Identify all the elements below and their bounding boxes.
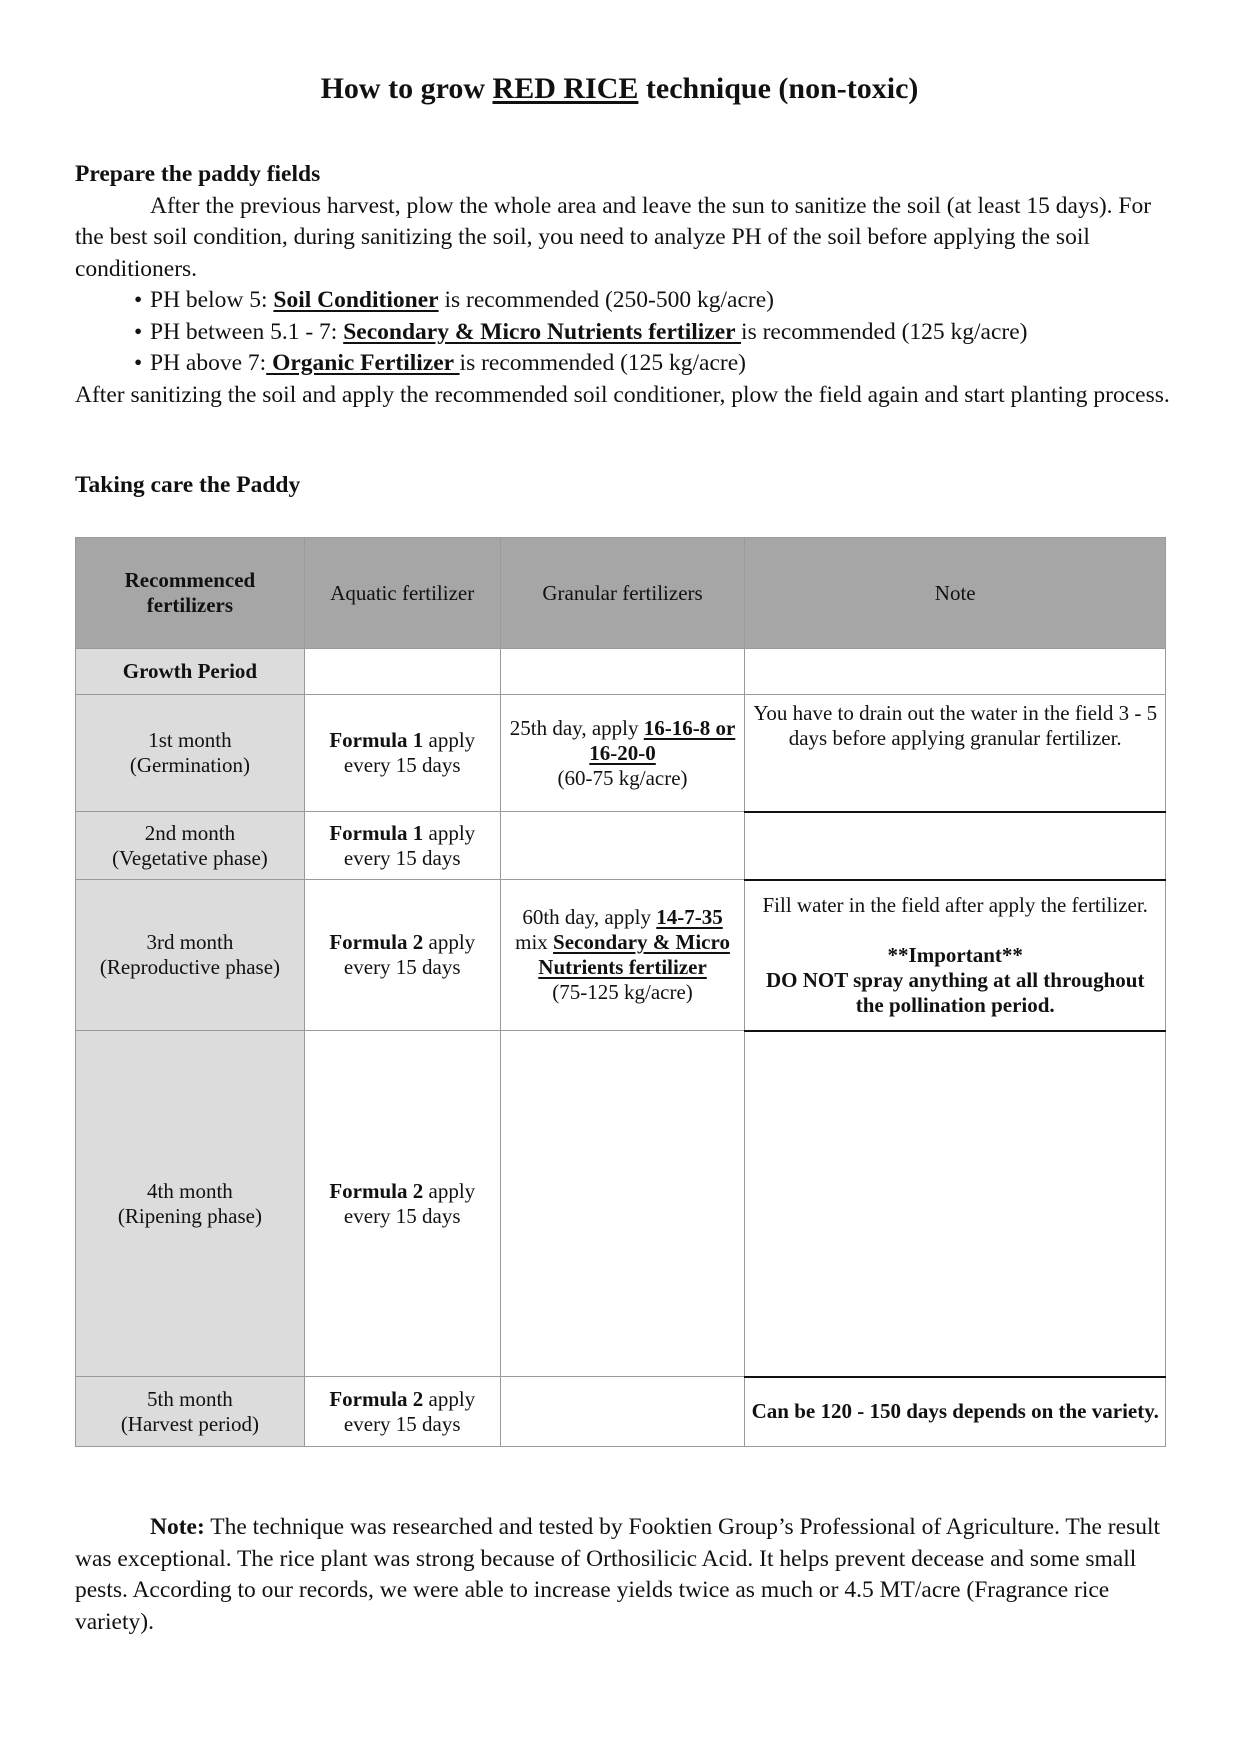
soil-conditioner-link[interactable]: Soil Conditioner [273,287,439,313]
table-row [76,812,1166,880]
period-cell: 5th month (Harvest period) [76,1377,305,1447]
note-cell: Fill water in the field after apply the fertilizer. **Important** DO NOT spray anything at all throughout the pollination period. [745,880,1166,1031]
header-note: Note [745,538,1166,649]
title-highlight: RED RICE [492,72,639,105]
prepare-heading: Prepare the paddy fields [75,161,321,187]
granular-cell [500,1377,745,1447]
granular-cell: 25th day, apply 16-16-8 or 16-20-0 (60-75 kg/acre) [500,695,745,812]
aquatic-cell: Formula 1 apply every 15 days [304,695,500,812]
organic-fertilizer-link[interactable]: Organic Fertilizer [266,350,460,376]
secondary-micro-link[interactable]: Secondary & Micro Nutrients fertilizer [538,930,730,979]
footer-note-text: The technique was researched and tested by Fooktien Group’s Professional of Agriculture. The result was exceptional. The rice plant was strong because of Orthosilicic Acid. It helps prevent decease and some small pests. According to our records, we were able to increase yields twice as much or 4.5 MT/acre (Fragrance rice variety). [75,1514,1161,1635]
table-row [76,695,1166,812]
table-row [76,1377,1166,1447]
note-cell: You have to drain out the water in the field 3 - 5 days before applying granular fertilizer. [745,695,1166,812]
period-cell: 2nd month (Vegetative phase) [76,812,305,880]
header-aquatic: Aquatic fertilizer [304,538,500,649]
granular-formula-link[interactable]: 16-16-8 or 16-20-0 [589,715,736,765]
granular-cell: 60th day, apply 14-7-35 mix Secondary & Micro Nutrients fertilizer (75-125 kg/acre) [500,880,745,1031]
granular-cell [500,812,745,880]
footer-note-label: Note: [150,1514,205,1540]
note-cell [745,1031,1166,1377]
granular-formula-link[interactable]: 14-7-35 [656,905,723,929]
header-granular: Granular fertilizers [500,538,745,649]
period-cell: 1st month (Germination) [76,695,305,812]
aquatic-cell: Formula 2 apply every 15 days [304,1377,500,1447]
table-row [76,1031,1166,1377]
growth-period-row [76,649,1166,695]
prepare-outro: After sanitizing the soil and apply the recommended soil conditioner, plow the field again and start planting process. [75,381,1170,408]
care-heading: Taking care the Paddy [75,472,301,498]
document-title: How to grow RED RICE technique (non-toxic) [320,72,919,105]
ph-bullet-list [75,285,1170,380]
note-cell: Can be 120 - 150 days depends on the variety. [745,1377,1166,1447]
fertilizer-table [75,537,1166,1447]
aquatic-cell: Formula 1 apply every 15 days [304,812,500,880]
prepare-section [75,159,1170,411]
table-header-row [76,538,1166,649]
aquatic-cell: Formula 2 apply every 15 days [304,880,500,1031]
footer-note [75,1512,1170,1638]
bullet-ph-between: • PH between 5.1 - 7: Secondary & Micro Nutrients fertilizer is recommended (125 kg/acre) [75,317,1170,349]
note-cell [745,812,1166,880]
period-cell: 4th month (Ripening phase) [76,1031,305,1377]
granular-cell [500,1031,745,1377]
period-cell: 3rd month (Reproductive phase) [76,880,305,1031]
prepare-intro: After the previous harvest, plow the whole area and leave the sun to sanitize the soil (at least 15 days). For the best soil condition, during sanitizing the soil, you need to analyze PH of the soil before applying the soil conditioners. [75,192,1152,282]
bullet-ph-above-7: • PH above 7: Organic Fertilizer is recommended (125 kg/acre) [75,348,1170,380]
growth-period-label: Growth Period [76,649,305,695]
aquatic-cell: Formula 2 apply every 15 days [304,1031,500,1377]
secondary-micro-link[interactable]: Secondary & Micro Nutrients fertilizer [343,318,742,345]
header-recommenced: Recommenced fertilizers [76,538,305,649]
table-row [76,880,1166,1031]
bullet-ph-below-5: • PH below 5: Soil Conditioner is recommended (250-500 kg/acre) [75,285,1170,317]
